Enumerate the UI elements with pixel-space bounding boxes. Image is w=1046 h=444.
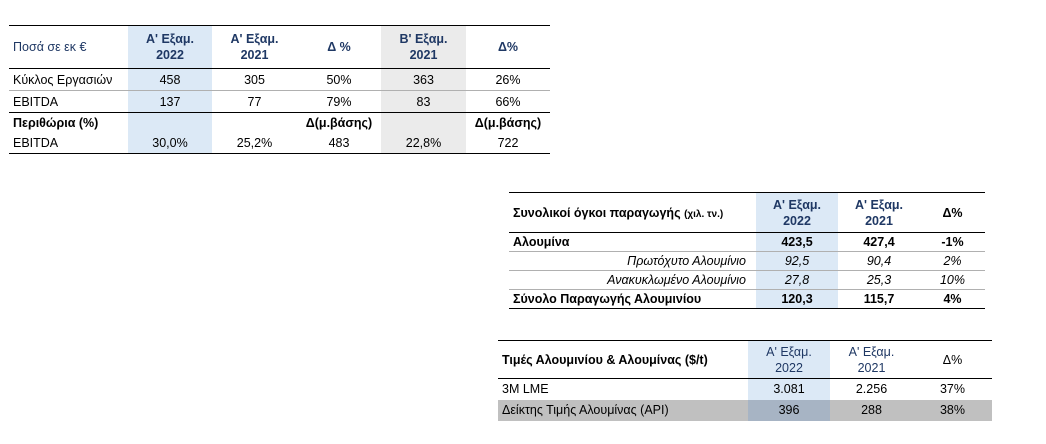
table-row: [509, 233, 985, 252]
h2-2021-header: Β' Εξαμ. 2021: [381, 26, 466, 69]
table-row: [9, 134, 550, 154]
cell: 77: [247, 94, 262, 109]
row-label: Σύνολο Παραγωγής Αλουμινίου: [513, 292, 702, 306]
cell: [212, 113, 297, 134]
cell: [128, 113, 212, 134]
cell: 120,3: [756, 290, 838, 309]
h1-2022-header: Α' Εξαμ. 2022: [756, 193, 838, 233]
table-row: [498, 400, 992, 421]
cell: 22,8%: [381, 134, 466, 154]
cell: 2.256: [855, 382, 888, 397]
row-label: EBITDA: [13, 136, 59, 151]
h1-2021-header: Α' Εξαμ. 2021: [854, 197, 904, 228]
cell: 83: [381, 91, 466, 113]
cell: 427,4: [863, 235, 895, 249]
row-label: Κύκλος Εργασιών: [13, 72, 113, 87]
cell: 90,4: [866, 254, 892, 268]
table-row: [9, 91, 550, 113]
h1-2021-header: Α' Εξαμ. 2021: [848, 344, 895, 375]
financials-table: [9, 25, 550, 154]
volumes-label: Συνολικοί όγκοι παραγωγής (χιλ. τν.): [513, 205, 724, 220]
margins-label: Περιθώρια (%): [13, 116, 99, 131]
cell: 50%: [326, 72, 352, 87]
cell: 37%: [939, 382, 966, 397]
prices-label: Τιμές Αλουμινίου & Αλουμίνας ($/t): [502, 352, 708, 367]
delta2-header: Δ%: [497, 40, 519, 54]
cell: 38%: [913, 400, 992, 421]
amounts-label: Ποσά σε εκ €: [13, 40, 87, 54]
h1-2022-header: Α' Εξαμ. 2022: [128, 26, 212, 69]
row-label: Πρωτόχυτο Αλουμίνιο: [627, 254, 746, 268]
unit-label: (χιλ. τν.): [684, 208, 724, 220]
cell: [381, 113, 466, 134]
delta-header: Δ%: [942, 352, 963, 367]
cell: -1%: [941, 235, 964, 249]
delta-header: Δ %: [327, 40, 351, 54]
cell: 27,8: [756, 271, 838, 290]
cell: 115,7: [863, 292, 895, 306]
cell: 79%: [326, 94, 352, 109]
row-label: Ανακυκλωμένο Αλουμίνιο: [607, 273, 746, 287]
cell: 26%: [495, 72, 521, 87]
table-row: [9, 69, 550, 91]
cell: 458: [128, 69, 212, 91]
production-volumes-table: [509, 192, 985, 309]
cell: Δ(μ.βάσης): [305, 116, 373, 131]
cell: 92,5: [756, 252, 838, 271]
row-label: Αλουμίνα: [513, 235, 570, 249]
cell: 10%: [939, 273, 966, 287]
cell: 25,3: [866, 273, 892, 287]
cell: 396: [748, 400, 830, 421]
cell: 305: [244, 72, 265, 87]
table-row: [509, 252, 985, 271]
h1-2022-header: Α' Εξαμ. 2022: [748, 341, 830, 379]
row-label: Δείκτης Τιμής Αλουμίνας (API): [498, 400, 748, 421]
cell: 137: [128, 91, 212, 113]
table-row: [509, 271, 985, 290]
cell: 66%: [495, 94, 521, 109]
row-label: EBITDA: [13, 94, 59, 109]
cell: 483: [328, 136, 350, 151]
prices-table: [498, 340, 992, 421]
table-row: [509, 290, 985, 309]
h1-2021-header: Α' Εξαμ. 2021: [230, 32, 279, 62]
cell: 3.081: [748, 379, 830, 400]
cell: 423,5: [756, 233, 838, 252]
cell: 2%: [943, 254, 962, 268]
row-label: 3M LME: [502, 382, 549, 397]
cell: 288: [830, 400, 913, 421]
cell: 4%: [943, 292, 962, 306]
cell: 25,2%: [236, 136, 273, 151]
cell: 363: [381, 69, 466, 91]
cell: 722: [497, 136, 519, 151]
cell: Δ(μ.βάσης): [474, 116, 542, 131]
cell: 30,0%: [128, 134, 212, 154]
table-row: [498, 379, 992, 400]
table-row: [9, 113, 550, 134]
delta-header: Δ%: [942, 205, 963, 220]
